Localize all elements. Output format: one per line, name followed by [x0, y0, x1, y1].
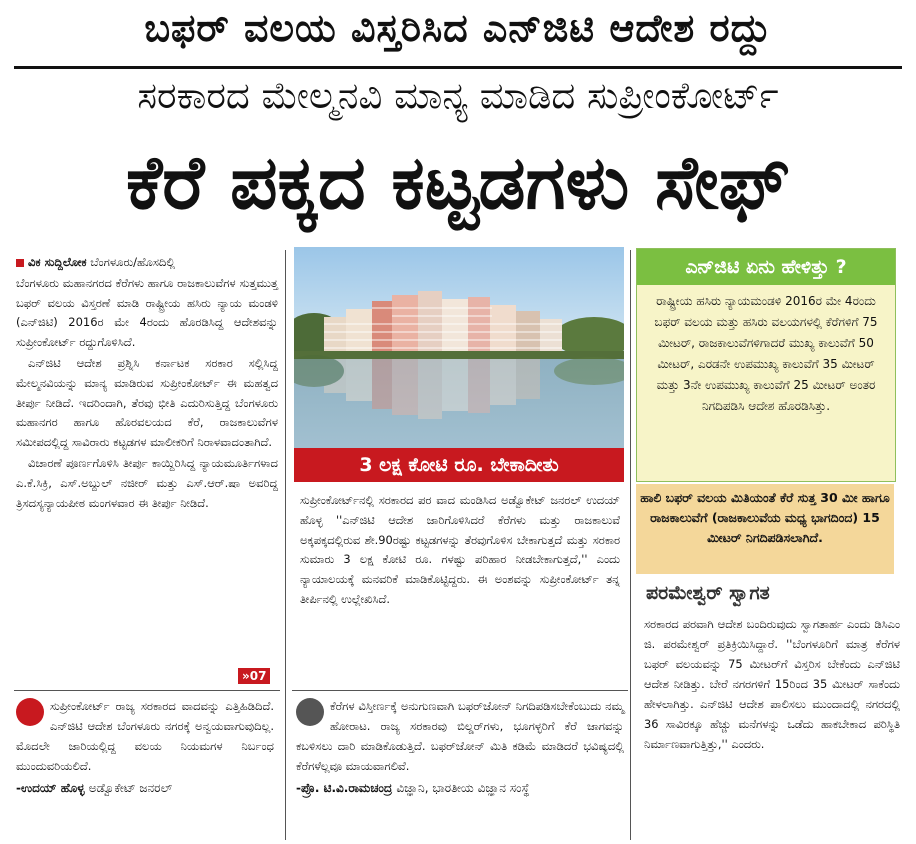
quote-text: ಕೆರೆಗಳ ವಿಸ್ತೀರ್ಣಕ್ಕೆ ಅನುಗುಣವಾಗಿ ಬಫರ್‌ಜೋನ್ ನಿಗದಿಪಡಿಸಬೇಕೆಂಬುದು ನಮ್ಮ ಹೋರಾಟ. ರಾಜ್ಯ ಸರಕಾರವು ಬಿಲ್ಡರ್‌ಗಳು, ಭೂಗಳ್ಳರಿಗೆ ಕೆರೆ ಜಾಗವನ್ನು ಕಬಳಿಸಲು ದಾರಿ ಮಾಡಿಕೊಡುತ್ತಿದೆ. ಬಫರ್‌ಜೋನ್ ಮಿತಿ ಕಡಿಮೆ ಮಾಡಿದರೆ ಭವಿಷ್ಯದಲ್ಲಿ ಕೆರೆಗಳೆಲ್ಲವೂ ಮಾಯವಾಗಲಿವೆ.: [296, 699, 624, 773]
quote-author: -ಪ್ರೊ. ಟಿ.ವಿ.ರಾಮಚಂದ್ರ: [296, 781, 393, 795]
byline: [16, 253, 278, 273]
story-paragraph: ಎನ್‌ಜಿಟಿ ಆದೇಶ ಪ್ರಶ್ನಿಸಿ ಕರ್ನಾಟಕ ಸರಕಾರ ಸಲ್ಲಿಸಿದ್ದ ಮೇಲ್ಮನವಿಯನ್ನು ಮಾನ್ಯ ಮಾಡಿರುವ ಸುಪ್ರೀಂಕೋರ್ಟ್ ಈ ಮಹತ್ವದ ತೀರ್ಪು ನೀಡಿದೆ. ಇದರಿಂದಾಗಿ, ತೆರವು ಭೀತಿ ಎದುರಿಸುತ್ತಿದ್ದ ಬೆಂಗಳೂರು ಮಹಾನಗರ ಹಾಗೂ ಹೊರವಲಯದ ಕೆರೆ, ರಾಜಕಾಲುವೆಗಳ ಸಮೀಪದಲ್ಲಿದ್ದ ಸಾವಿರಾರು ಕಟ್ಟಡಗಳ ಮಾಲೀಕರಿಗೆ ನಿರಾಳವಾದಂತಾಗಿದೆ.: [16, 355, 278, 450]
quote-mark-icon: [296, 698, 324, 726]
quote-author-title: ವಿಜ್ಞಾನಿ, ಭಾರತೀಯ ವಿಜ್ಞಾನ ಸಂಸ್ಥೆ: [396, 781, 530, 795]
buffer-limit-box: ಹಾಲಿ ಬಫರ್ ವಲಯ ಮಿತಿಯಂತೆ ಕೆರೆ ಸುತ್ತ 30 ಮೀ ಹಾಗೂ ರಾಜಕಾಲುವೆಗೆ (ರಾಜಕಾಲುವೆಯ ಮಧ್ಯ ಭಾಗದಿಂದ) 15 ಮೀಟರ್ ನಿಗದಿಪಡಿಸಲಾಗಿದೆ.: [636, 484, 894, 574]
quote-ramachandra: [296, 696, 624, 798]
byline-source: ವಿಕ ಸುದ್ದಿಲೋಕ: [28, 255, 87, 269]
parameshwar-heading: ಪರಮೇಶ್ವರ್ ಸ್ವಾಗತ: [646, 582, 770, 604]
quote-text: ಸುಪ್ರೀಂಕೋರ್ಟ್ ರಾಜ್ಯ ಸರಕಾರದ ವಾದವನ್ನು ಎತ್ತಿಹಿಡಿದಿದೆ. ಎನ್‌ಜಿಟಿ ಆದೇಶ ಬೆಂಗಳೂರು ನಗರಕ್ಕೆ ಅನ್ವಯವಾಗುವುದಿಲ್ಲ. ಮೊದಲೇ ಜಾರಿಯಲ್ಲಿದ್ದ ವಲಯ ನಿಯಮಗಳ ನಿರ್ಬಂಧ ಮುಂದುವರಿಯಲಿದೆ.: [16, 699, 274, 773]
headline-line-1: ಬಫರ್ ವಲಯ ವಿಸ್ತರಿಸಿದ ಎನ್‌ಜಿಟಿ ಆದೇಶ ರದ್ದು: [144, 6, 772, 50]
headline-divider: [14, 66, 902, 69]
quote-mark-icon: [16, 698, 44, 726]
story-paragraph: ಸುಪ್ರೀಂಕೋರ್ಟ್‌ನಲ್ಲಿ ಸರಕಾರದ ಪರ ವಾದ ಮಂಡಿಸಿದ ಅಡ್ವೊಕೇಟ್ ಜನರಲ್ ಉದಯ್ ಹೊಳ್ಳ ''ಎನ್‌ಜಿಟಿ ಆದೇಶ ಜಾರಿಗೊಳಿಸಿದರೆ ಕೆರೆಗಳು ಮತ್ತು ರಾಜಕಾಲುವೆ ಅಕ್ಕಪಕ್ಕದಲ್ಲಿರುವ ಶೇ.90ರಷ್ಟು ಕಟ್ಟಡಗಳನ್ನು ತೆರವುಗೊಳಿಸ ಬೇಕಾಗುತ್ತದೆ ಮತ್ತು ಸರಕಾರ ಸುಮಾರು 3 ಲಕ್ಷ ಕೋಟಿ ರೂ. ಗಳಷ್ಟು ಪರಿಹಾರ ನೀಡಬೇಕಾಗುತ್ತದೆ,'' ಎಂದು ನ್ಯಾಯಾಲಯಕ್ಕೆ ಮನವರಿಕೆ ಮಾಡಿಕೊಟ್ಟಿದ್ದರು. ಈ ಅಂಶವನ್ನು ಸುಪ್ರೀಂಕೋರ್ಟ್ ತನ್ನ ತೀರ್ಪಿನಲ್ಲಿ ಉಲ್ಲೇಖಿಸಿದೆ.: [300, 493, 620, 606]
quote-udaya-holla: [16, 696, 274, 798]
quote-author: -ಉದಯ್ ಹೊಳ್ಳ: [16, 781, 85, 795]
quote-divider: [292, 690, 628, 691]
quote-author-title: ಅಡ್ವೊಕೇಟ್ ಜನರಲ್: [88, 781, 173, 795]
red-square-icon: [16, 259, 24, 267]
headline-main: ಕೆರೆ ಪಕ್ಕದ ಕಟ್ಟಡಗಳು ಸೇಫ್: [125, 140, 791, 226]
story-paragraph: ಬೆಂಗಳೂರು ಮಹಾನಗರದ ಕೆರೆಗಳು ಹಾಗೂ ರಾಜಕಾಲುವೆಗಳ ಸುತ್ತಮುತ್ತ ಬಫರ್ ವಲಯ ವಿಸ್ತರಣೆ ಮಾಡಿ ರಾಷ್ಟ್ರೀಯ ಹಸಿರು ನ್ಯಾಯ ಮಂಡಳಿ (ಎನ್‌ಜಿಟಿ) 2016ರ ಮೇ 4ರಂದು ಹೊರಡಿಸಿದ್ದ ಆದೇಶವನ್ನು ಸುಪ್ರೀಂಕೋರ್ಟ್ ರದ್ದುಗೊಳಿಸಿದೆ.: [16, 275, 278, 350]
middle-column-story: [300, 491, 620, 611]
photo-caption: 3 ಲಕ್ಷ ಕೋಟಿ ರೂ. ಬೇಕಾದೀತು: [294, 448, 624, 482]
ngt-info-box: [636, 248, 896, 482]
column-divider: [630, 250, 631, 840]
parameshwar-story: [644, 614, 900, 755]
story-paragraph: ವಿಚಾರಣೆ ಪೂರ್ಣಗೊಳಿಸಿ ತೀರ್ಪು ಕಾಯ್ದಿರಿಸಿದ್ದ ನ್ಯಾಯಮೂರ್ತಿಗಳಾದ ಎ.ಕೆ.ಸಿಕ್ರಿ, ಎಸ್.ಅಬ್ದುಲ್ ನಜೀರ್ ಮತ್ತು ಎಸ್.ಆರ್.ಷಾ ಅವರಿದ್ದ ತ್ರಿಸದಸ್ಯನ್ಯಾಯಪೀಠ ಮಂಗಳವಾರ ಈ ತೀರ್ಪು ನೀಡಿದೆ.: [16, 455, 278, 510]
left-column-story: [16, 253, 278, 514]
quote-divider: [14, 690, 280, 691]
continued-page-ref[interactable]: »07: [238, 668, 270, 684]
quote-signature: [16, 778, 274, 798]
ngt-box-body: ರಾಷ್ಟ್ರೀಯ ಹಸಿರು ನ್ಯಾಯಮಂಡಳಿ 2016ರ ಮೇ 4ರಂದು ಬಫರ್ ವಲಯ ಮತ್ತು ಹಸಿರು ವಲಯಗಳಲ್ಲಿ ಕೆರೆಗಳಿಗೆ 75 ಮೀಟರ್, ರಾಜಕಾಲುವೆಗಳಿಗಾದರೆ ಮುಖ್ಯ ಕಾಲುವೆಗೆ 50 ಮೀಟರ್, ಎರಡನೇ ಉಪಮುಖ್ಯ ಕಾಲುವೆಗೆ 35 ಮೀಟರ್ ಮತ್ತು 3ನೇ ಉಪಮುಖ್ಯ ಕಾಲುವೆಗೆ 25 ಮೀಟರ್ ಅಂತರ ನಿಗದಿಪಡಿಸಿ ಆದೇಶ ಹೊರಡಿಸಿತ್ತು.: [654, 294, 878, 413]
lake-buildings-photo: [294, 247, 624, 482]
headline-line-2: ಸರಕಾರದ ಮೇಲ್ಮನವಿ ಮಾನ್ಯ ಮಾಡಿದ ಸುಪ್ರೀಂಕೋರ್ಟ್: [137, 74, 779, 117]
byline-place: ಬೆಂಗಳೂರು/ಹೊಸದಿಲ್ಲಿ: [90, 255, 176, 269]
quote-signature: [296, 778, 624, 798]
column-divider: [285, 250, 286, 840]
story-paragraph: ಸರಕಾರದ ಪರವಾಗಿ ಆದೇಶ ಬಂದಿರುವುದು ಸ್ವಾಗತಾರ್ಹ ಎಂದು ಡಿಸಿಎಂ ಜಿ. ಪರಮೇಶ್ವರ್ ಪ್ರತಿಕ್ರಿಯಿಸಿದ್ದಾರೆ. ''ಬೆಂಗಳೂರಿಗೆ ಮಾತ್ರ ಕೆರೆಗಳ ಬಫರ್ ವಲಯವನ್ನು 75 ಮೀಟರ್‌ಗೆ ವಿಸ್ತರಿಸ ಬೇಕೆಂದು ಎನ್‌ಜಿಟಿ ಆದೇಶ ನೀಡಿತ್ತು. ಬೇರೆ ನಗರಗಳಿಗೆ 15ರಿಂದ 35 ಮೀಟರ್ ಸಾಕೆಂದು ಹೇಳಲಾಗಿತ್ತು. ಎನ್‌ಜಿಟಿ ಆದೇಶ ಪಾಲಿಸಲು ಮುಂದಾದಲ್ಲಿ ನಗರದಲ್ಲಿ 36 ಸಾವಿರಕ್ಕೂ ಹೆಚ್ಚು ಮನೆಗಳನ್ನು ಒಡೆದು ಹಾಕಬೇಕಾದ ಪರಿಸ್ಥಿತಿ ನಿರ್ಮಾಣವಾಗುತ್ತಿತ್ತು,'' ಎಂದರು.: [644, 617, 900, 751]
ngt-box-heading: ಎನ್‌ಜಿಟಿ ಏನು ಹೇಳಿತ್ತು ?: [637, 249, 895, 285]
